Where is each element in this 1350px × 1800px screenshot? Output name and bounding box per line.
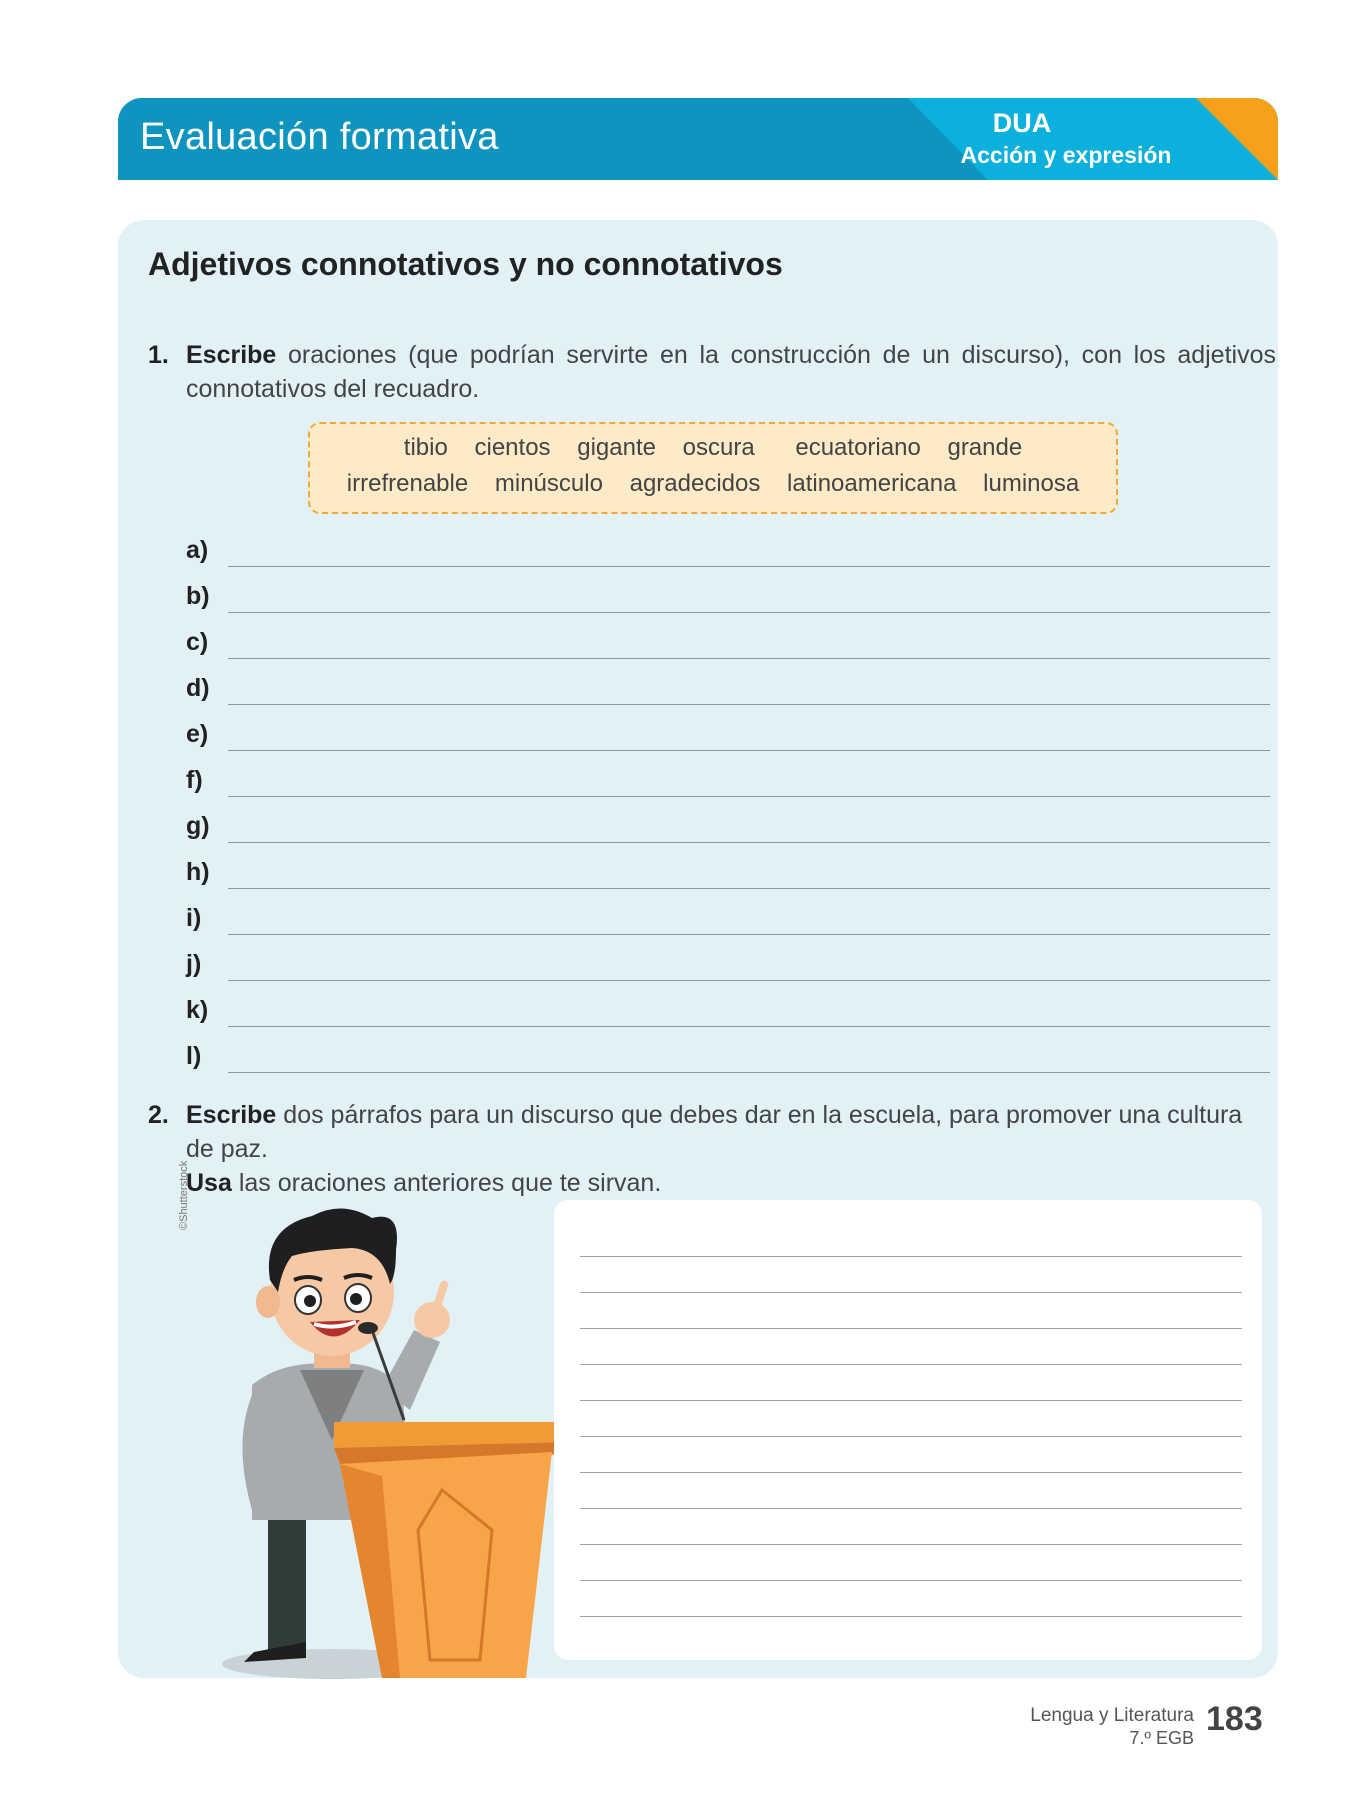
answer-label: l) [186, 1042, 202, 1070]
question-1 [148, 338, 1276, 406]
word: cientos [474, 434, 551, 461]
page-title: Evaluación formativa [140, 116, 499, 158]
answer-rule[interactable] [228, 566, 1270, 567]
word-row-2 [310, 470, 1116, 498]
answer-label: e) [186, 720, 209, 748]
answer-line[interactable] [186, 904, 1276, 950]
answer-label: a) [186, 536, 209, 564]
writing-line[interactable] [580, 1364, 1242, 1365]
image-credit: ©Shutterstock [178, 1160, 190, 1230]
answer-label: h) [186, 858, 210, 886]
adjective-word-box [308, 422, 1118, 514]
word: agradecidos [629, 470, 761, 497]
answer-line[interactable] [186, 766, 1276, 812]
question-1-number: 1. [148, 341, 169, 369]
answer-line[interactable] [186, 720, 1276, 766]
word: luminosa [983, 470, 1080, 497]
answer-line[interactable] [186, 858, 1276, 904]
answer-rule[interactable] [228, 888, 1270, 889]
answer-line[interactable] [186, 582, 1276, 628]
writing-line[interactable] [580, 1472, 1242, 1473]
dua-badge-title: DUA [992, 108, 1052, 138]
word: latinoamericana [787, 470, 957, 497]
word: grande [947, 434, 1023, 461]
writing-line[interactable] [580, 1436, 1242, 1437]
answer-rule[interactable] [228, 842, 1270, 843]
word: ecuatoriano [795, 434, 921, 461]
word: irrefrenable [346, 470, 469, 497]
answer-line[interactable] [186, 674, 1276, 720]
header-banner [118, 98, 1278, 180]
answer-rule[interactable] [228, 1026, 1270, 1027]
answer-rule[interactable] [228, 1072, 1270, 1073]
answer-label: k) [186, 996, 209, 1024]
answer-rule[interactable] [228, 658, 1270, 659]
word-row-1 [310, 434, 1116, 462]
footer-book-title: Lengua y Literatura [1030, 1705, 1194, 1726]
answer-rule[interactable] [228, 704, 1270, 705]
writing-line[interactable] [580, 1328, 1242, 1329]
writing-line[interactable] [580, 1616, 1242, 1617]
question-2-number: 2. [148, 1101, 169, 1129]
answer-line[interactable] [186, 536, 1276, 582]
dua-badge-subtitle: Acción y expresión [960, 142, 1172, 168]
question-2-text: Escribe dos párrafos para un discurso que debes dar en la escuela, para promover una cultura de paz. Usa las oraciones anteriores que te sirvan. [186, 1101, 1243, 1197]
question-1-text: Escribe oraciones (que podrían servirte en la construcción de un discurso), con los adjetivos connotativos del recuadro. [186, 341, 1276, 403]
answer-label: j) [186, 950, 202, 978]
word: minúsculo [494, 470, 603, 497]
footer-grade: 7.º EGB [1129, 1728, 1194, 1748]
answer-rule[interactable] [228, 612, 1270, 613]
page-number: 183 [1206, 1700, 1263, 1738]
writing-line[interactable] [580, 1256, 1242, 1257]
writing-line[interactable] [580, 1580, 1242, 1581]
answer-rule[interactable] [228, 980, 1270, 981]
answer-rule[interactable] [228, 934, 1270, 935]
answer-label: b) [186, 582, 210, 610]
writing-line[interactable] [580, 1544, 1242, 1545]
answer-line[interactable] [186, 628, 1276, 674]
answer-label: c) [186, 628, 209, 656]
answer-rule[interactable] [228, 796, 1270, 797]
writing-line[interactable] [580, 1400, 1242, 1401]
writing-area[interactable] [554, 1200, 1262, 1660]
word: tibio [403, 434, 448, 461]
word: oscura [682, 434, 755, 461]
writing-line[interactable] [580, 1508, 1242, 1509]
answer-line[interactable] [186, 812, 1276, 858]
answer-label: f) [186, 766, 203, 794]
answer-line[interactable] [186, 996, 1276, 1042]
speaker-at-podium-illustration [182, 1180, 572, 1680]
activity-panel [118, 220, 1278, 1678]
section-title: Adjetivos connotativos y no connotativos [148, 246, 783, 282]
answer-label: i) [186, 904, 202, 932]
answer-line[interactable] [186, 1042, 1276, 1088]
word: gigante [577, 434, 656, 461]
answer-rule[interactable] [228, 750, 1270, 751]
answer-label: d) [186, 674, 210, 702]
answer-line[interactable] [186, 950, 1276, 996]
answer-label: g) [186, 812, 210, 840]
writing-line[interactable] [580, 1292, 1242, 1293]
